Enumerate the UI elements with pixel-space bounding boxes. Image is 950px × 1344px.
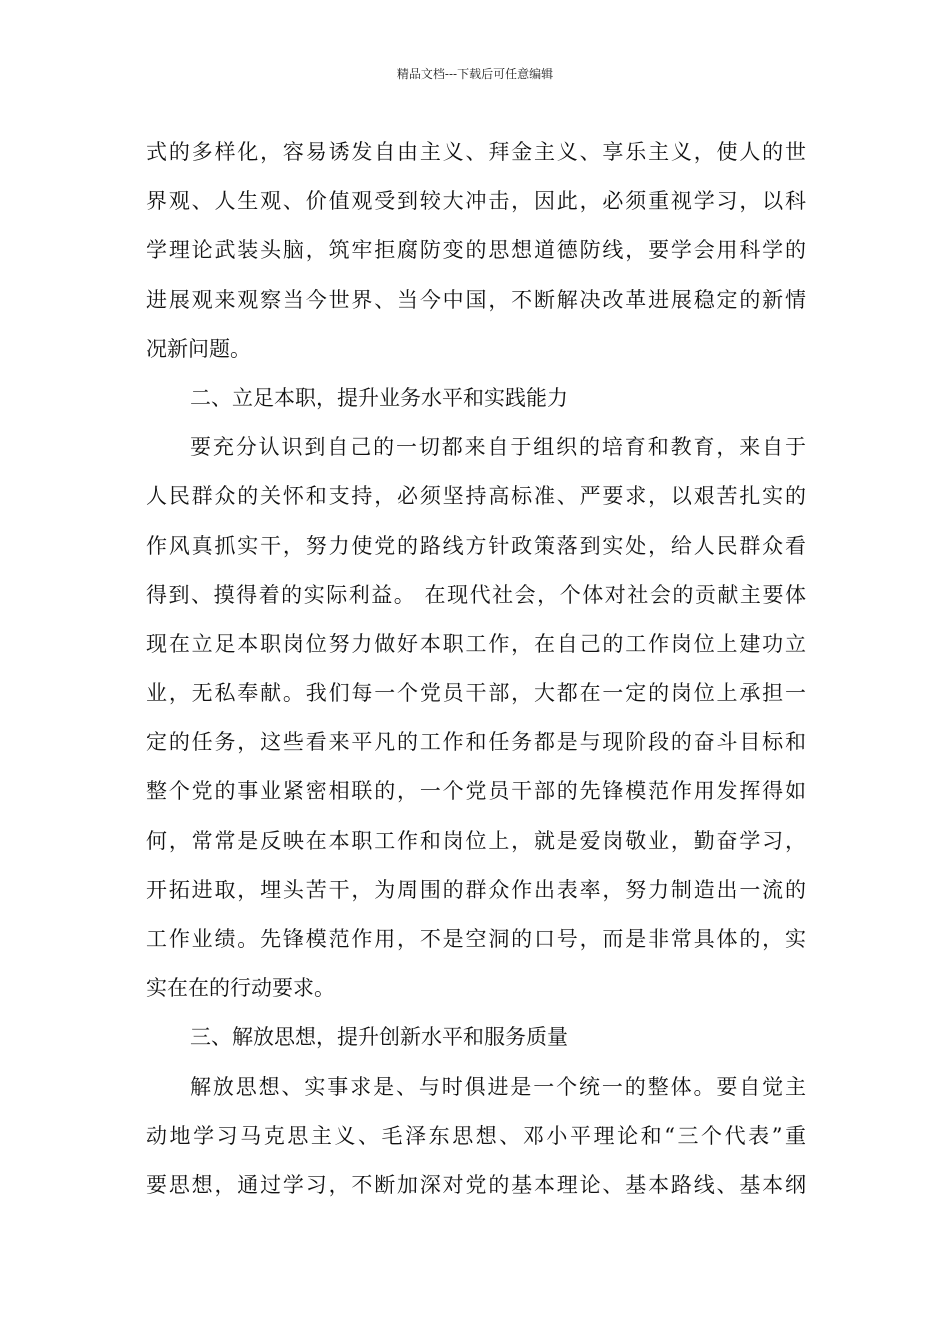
text-line: 界观、人生观、价值观受到较大冲击，因此，必须重视学习，以科: [146, 189, 806, 214]
paragraph-first-line: 二、立足本职，提升业务水平和实践能力: [190, 385, 568, 410]
text-line: 况新问题。: [146, 336, 251, 361]
page-header: 精品文档---下载后可任意编辑: [396, 67, 554, 81]
text-line: 作风真抓实干，努力使党的路线方针政策落到实处，给人民群众看: [146, 533, 806, 558]
text-line: 定的任务，这些看来平凡的工作和任务都是与现阶段的奋斗目标和: [146, 730, 806, 755]
text-line: 整个党的事业紧密相联的，一个党员干部的先锋模范作用发挥得如: [146, 779, 806, 804]
text-line: 要思想，通过学习，不断加深对党的基本理论、基本路线、基本纲: [146, 1172, 806, 1197]
paragraph-first-line: 要充分认识到自己的一切都来自于组织的培育和教育，来自于: [190, 435, 806, 460]
text-line: 得到、摸得着的实际利益。 在现代社会，个体对社会的贡献主要体: [146, 582, 806, 607]
document-body: [146, 128, 806, 1210]
text-line: 式的多样化，容易诱发自由主义、拜金主义、享乐主义，使人的世: [146, 140, 806, 164]
text-line: 工作业绩。先锋模范作用，不是空洞的口号，而是非常具体的，实: [146, 927, 806, 951]
text-line: 业，无私奉献。我们每一个党员干部，大都在一定的岗位上承担一: [146, 681, 806, 706]
text-line: 开拓进取，埋头苦干，为周围的群众作出表率，努力制造出一流的: [146, 877, 806, 902]
text-line: 人民群众的关怀和支持，必须坚持高标准、严要求，以艰苦扎实的: [146, 484, 806, 509]
text-line: 何，常常是反映在本职工作和岗位上，就是爱岗敬业，勤奋学习，: [146, 828, 806, 853]
paragraph-first-line: 三、解放思想，提升创新水平和服务质量: [190, 1025, 568, 1050]
text-line: 动地学习马克思主义、毛泽东思想、邓小平理论和“三个代表”重: [146, 1123, 806, 1148]
text-line: 学理论武装头脑，筑牢拒腐防变的思想道德防线，要学会用科学的: [146, 238, 806, 263]
text-line: 现在立足本职岗位努力做好本职工作，在自己的工作岗位上建功立: [146, 631, 806, 656]
text-line: 进展观来观察当今世界、当今中国，不断解决改革进展稳定的新情: [146, 287, 806, 312]
text-line: 实在在的行动要求。: [146, 976, 335, 1001]
paragraph-first-line: 解放思想、实事求是、与时俱进是一个统一的整体。要自觉主: [190, 1074, 806, 1099]
